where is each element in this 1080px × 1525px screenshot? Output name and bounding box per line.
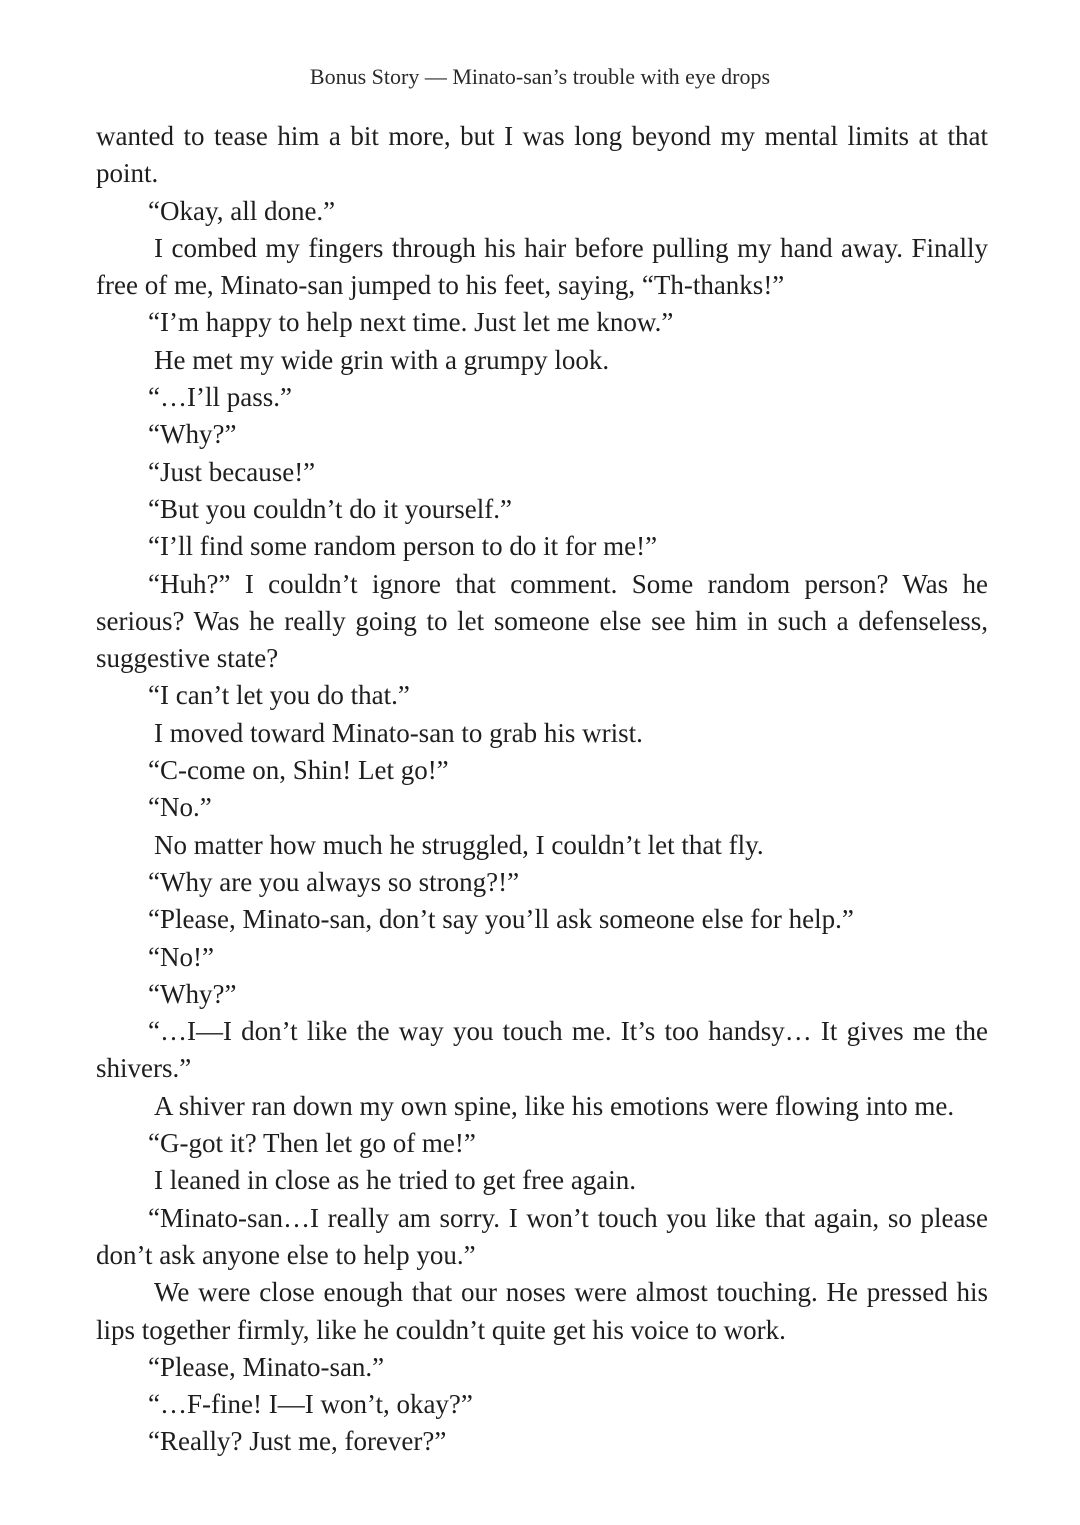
paragraph: “Please, Minato-san.” <box>148 1351 385 1382</box>
paragraph: “Minato-san…I really am sorry. I won’t touch you like that again, so please don’t ask anyone else to help you.” <box>96 1202 988 1270</box>
paragraph: “Why?” <box>148 978 237 1009</box>
paragraph: I leaned in close as he tried to get free again. <box>154 1165 637 1196</box>
paragraph: wanted to tease him a bit more, but I was long beyond my mental limits at that point. <box>96 121 988 189</box>
paragraph: We were close enough that our noses were almost touching. He pressed his lips together firmly, like he couldn’t quite get his voice to work. <box>96 1277 988 1345</box>
paragraph: A shiver ran down my own spine, like his emotions were flowing into me. <box>154 1090 955 1121</box>
paragraph: “No!” <box>148 941 214 972</box>
paragraph: “Just because!” <box>148 456 316 487</box>
running-head: Bonus Story — Minato-san’s trouble with eye drops <box>309 64 771 89</box>
paragraph: “I can’t let you do that.” <box>148 680 410 711</box>
paragraph: “I’ll find some random person to do it for me!” <box>148 531 658 562</box>
paragraph: “But you couldn’t do it yourself.” <box>148 493 512 524</box>
body-text <box>96 118 988 1461</box>
paragraph: “…F-fine! I—I won’t, okay?” <box>148 1389 473 1420</box>
paragraph: “No.” <box>148 792 212 823</box>
paragraph: “…I—I don’t like the way you touch me. It’s too handsy… It gives me the shivers.” <box>96 1016 988 1084</box>
paragraph: “Huh?” I couldn’t ignore that comment. Some random person? Was he serious? Was he really going to let someone else see him in such a defenseless, suggestive state? <box>96 568 988 674</box>
paragraph: “Please, Minato-san, don’t say you’ll ask someone else for help.” <box>148 904 854 935</box>
paragraph: “Okay, all done.” <box>148 195 336 226</box>
paragraph: “Really? Just me, forever?” <box>148 1426 447 1457</box>
paragraph: “G-got it? Then let go of me!” <box>148 1128 476 1159</box>
paragraph: He met my wide grin with a grumpy look. <box>154 344 610 375</box>
paragraph: “Why?” <box>148 419 237 450</box>
paragraph: “Why are you always so strong?!” <box>148 866 520 897</box>
paragraph: “C-come on, Shin! Let go!” <box>148 755 449 786</box>
paragraph: “…I’ll pass.” <box>148 382 292 413</box>
paragraph: I moved toward Minato-san to grab his wrist. <box>154 717 643 748</box>
paragraph: No matter how much he struggled, I couldn’t let that fly. <box>154 829 764 860</box>
paragraph: I combed my fingers through his hair before pulling my hand away. Finally free of me, Minato-san jumped to his feet, saying, “Th-thanks!” <box>96 232 988 301</box>
paragraph: “I’m happy to help next time. Just let me know.” <box>148 307 674 338</box>
